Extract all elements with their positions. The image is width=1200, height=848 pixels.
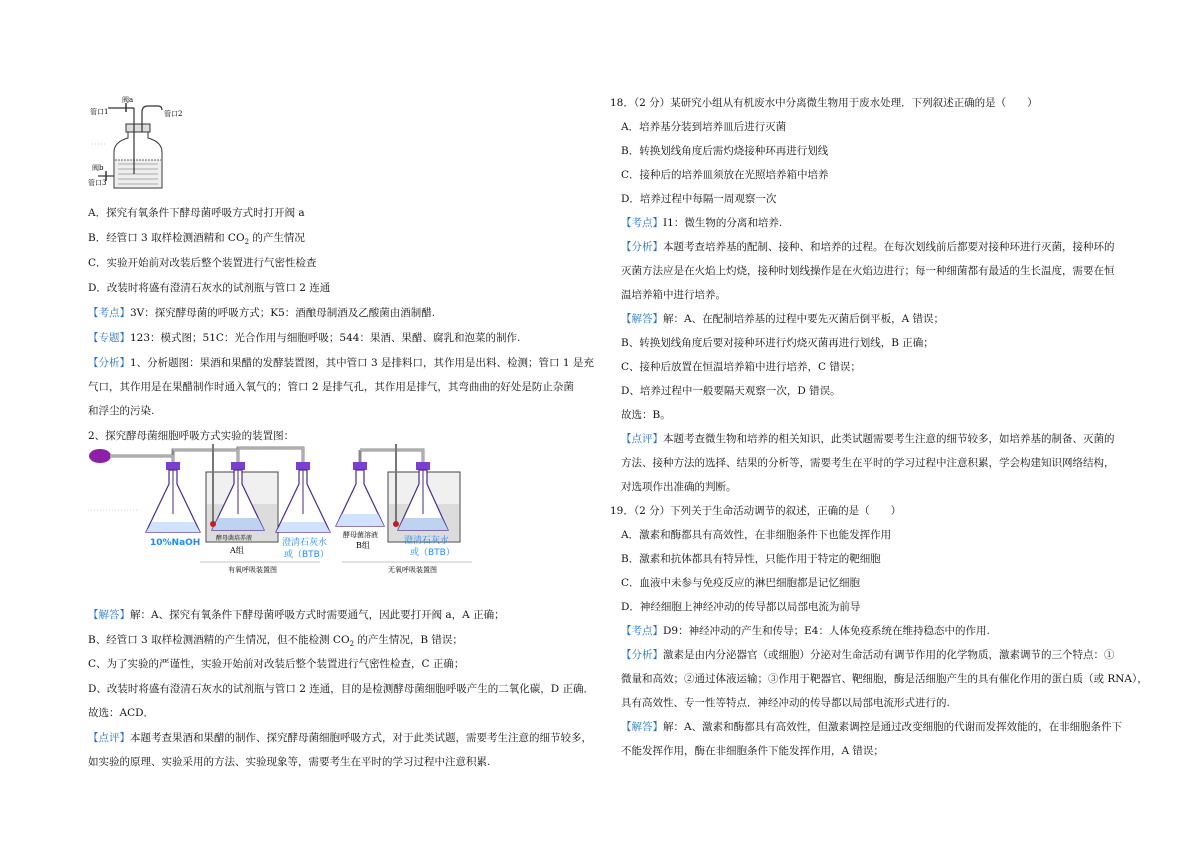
q18-option-a: A．培养基分装到培养皿后进行灭菌 <box>621 121 787 133</box>
pipe3-label: 管口3 <box>88 179 107 187</box>
q17-point2: 2、探究酵母菌细胞呼吸方式实验的装置图： <box>88 430 295 442</box>
q18-option-c: C．接种后的培养皿须放在光照培养箱中培养 <box>621 169 829 181</box>
q19-option-a: A．激素和酶都具有高效性，在非细胞条件下也能发挥作用 <box>621 529 892 541</box>
q18-dianping-line1: 【点评】本题考查微生物和培养的相关知识，此类试题需要考生注意的细节较多，如培养基的制备、灭菌的 <box>621 433 1115 445</box>
valve-a-label: 阀a <box>122 96 134 104</box>
q19-kaodian: 【考点】D9：神经冲动的产生和传导；E4：人体免疫系统在维持稳态中的作用. <box>621 625 990 637</box>
q17-jieda-c: C、为了实验的严谨性，实验开始前对改装后整个装置进行气密性检查，C 正确； <box>88 658 465 670</box>
q18-jieda-d: D、培养过程中一般要隔天观察一次，D 错误。 <box>621 385 841 397</box>
q18-fenxi-line3: 温培养箱中进行培养。 <box>621 289 726 301</box>
q19-stem: 19．（2 分）下列关于生命活动调节的叙述，正确的是（ ） <box>610 505 902 517</box>
q18-jieda-b: B、转换划线角度后要对接种环进行灼烧灭菌再进行划线，B 正确； <box>621 337 934 349</box>
lime-a-label-1: 澄清石灰水 <box>282 538 328 548</box>
q17-option-d: D．改装时将盛有澄清石灰水的试剂瓶与管口 2 连通 <box>88 282 331 294</box>
q18-option-b: B．转换划线角度后需灼烧接种环再进行划线 <box>621 145 829 157</box>
q19-option-c: C．血液中未参与免疫反应的淋巴细胞都是记忆细胞 <box>621 577 861 589</box>
q17-zhuanti: 【专题】123：模式图；51C：光合作用与细胞呼吸；544：果酒、果醋、腐乳和泡菜的制作. <box>88 332 521 344</box>
q17-option-a: A．探究有氧条件下酵母菌呼吸方式时打开阀 a <box>88 207 305 219</box>
q17-fenxi-line3: 和浮尘的污染. <box>88 405 155 417</box>
fermentation-apparatus-drawing <box>88 94 208 192</box>
q17-dianping-line2: 如实验的原理、实验采用的方法、实验现象等，需要考生在平时的学习过程中注意积累. <box>88 756 491 768</box>
q18-kaodian: 【考点】I1：微生物的分离和培养. <box>621 217 783 229</box>
lime-b-label-2: 或（BTB） <box>410 548 455 558</box>
lime-b-label-1: 澄清石灰水 <box>404 536 450 546</box>
valve-b-label: 阀b <box>92 164 104 172</box>
lime-a-label-2: 或（BTB） <box>284 550 329 560</box>
q17-answer: 故选：ACD． <box>88 707 155 719</box>
yeast-respiration-apparatus-figure <box>88 444 508 596</box>
q17-option-c: C．实验开始前对改装后整个装置进行气密性检查 <box>88 257 317 269</box>
q19-jieda-line1: 【解答】解：A、激素和酶都具有高效性，但激素调控是通过改变细胞的代谢而发挥效能的，在非细胞条件下 <box>621 721 1123 733</box>
q18-jieda-a: 【解答】解：A、在配制培养基的过程中要先灭菌后倒平板，A 错误； <box>621 313 945 325</box>
q19-option-d: D．神经细胞上神经冲动的传导都以局部电流为前导 <box>621 601 861 613</box>
q17-option-b: B．经管口 3 取样检测酒精和 $CO_2$ 的产生情况 <box>88 232 305 247</box>
q18-answer: 故选：B。 <box>621 409 671 421</box>
group-b-label: B组 <box>356 541 370 550</box>
q18-jieda-c: C、接种后放置在恒温培养箱中进行培养，C 错误； <box>621 361 861 373</box>
q17-jieda-b: B、经管口 3 取样检测酒精的产生情况，但不能检测 $CO_2$ 的产生情况，B 错误； <box>88 634 463 649</box>
group-a-label: A组 <box>230 546 244 555</box>
pipe1-label: 管口1 <box>90 108 109 116</box>
q19-fenxi-line2: 微量和高效；②通过体液运输；③作用于靶器官、靶细胞，酶是活细胞产生的具有催化作用的蛋白质（或 RNA）， <box>621 673 1148 685</box>
q19-fenxi-line3: 具有高效性、专一性等特点．神经冲动的传导都以局部电流形式进行的. <box>621 697 950 709</box>
yeast-respiration-apparatus-drawing <box>88 444 508 596</box>
q18-fenxi-line1: 【分析】本题考查培养基的配制、接种、和培养的过程。在每次划线前后都要对接种环进行灭菌，接种环的 <box>621 241 1115 253</box>
q17-fenxi-line1: 【分析】1、分析题图：果酒和果醋的发酵装置图，其中管口 3 是排料口，其作用是出料、检测；管口 1 是充 <box>88 357 594 369</box>
q18-stem: 18．（2 分）某研究小组从有机废水中分离微生物用于废水处理．下列叙述正确的是（ ） <box>610 97 1038 109</box>
q18-dianping-line2: 方法、接种方法的选择、结果的分析等，需要考生在平时的学习过程中注意积累，学会构建知识网络结构， <box>621 457 1115 469</box>
aerobic-caption: 有氧呼吸装置图 <box>228 566 277 574</box>
fermentation-apparatus-figure <box>88 94 208 192</box>
q18-dianping-line3: 对选项作出准确的判断。 <box>621 481 737 493</box>
q18-fenxi-line2: 灭菌方法应是在火焰上灼烧，接种时划线操作是在火焰边进行；每一种细菌都有最适的生长温度，需要在恒 <box>621 265 1115 277</box>
q17-jieda-d: D、改装时将盛有澄清石灰水的试剂瓶与管口 2 连通，目的是检测酵母菌细胞呼吸产生的二氧化碳，D 正确． <box>88 683 595 695</box>
q17-fenxi-line2: 气口，其作用是在果醋制作时通入氧气的；管口 2 是排气孔，其作用是排气，其弯曲曲的好处是防止杂菌 <box>88 381 574 393</box>
q19-jieda-line2: 不能发挥作用，酶在非细胞条件下能发挥作用，A 错误； <box>621 745 884 757</box>
anaerobic-caption: 无氧呼吸装置图 <box>388 566 437 574</box>
pipe2-label: 管口2 <box>164 110 183 118</box>
q17-dianping-line1: 【点评】本题考查果酒和果醋的制作、探究酵母菌细胞呼吸方式，对于此类试题，需要考生注意的细节较多， <box>88 732 592 744</box>
q17-jieda-a: 【解答】解：A、探究有氧条件下酵母菌呼吸方式时需要通气，因此要打开阀 a，A 正确； <box>88 609 505 621</box>
naoh-label: 10%NaOH <box>150 538 201 548</box>
yeast-b-label: 酵母菌溶液 <box>343 531 378 539</box>
yeast-a-label: 酵母菌培养液 <box>216 535 253 542</box>
q17-kaodian: 【考点】3V：探究酵母菌的呼吸方式；K5：酒酿母制酒及乙酸菌由酒制醋. <box>88 307 436 319</box>
q19-fenxi-line1: 【分析】激素是由内分泌器官（或细胞）分泌对生命活动有调节作用的化学物质，激素调节的三个特点：① <box>621 649 1115 661</box>
q18-option-d: D．培养过程中每隔一周观察一次 <box>621 193 777 205</box>
q19-option-b: B．激素和抗体都具有特异性，只能作用于特定的靶细胞 <box>621 553 881 565</box>
